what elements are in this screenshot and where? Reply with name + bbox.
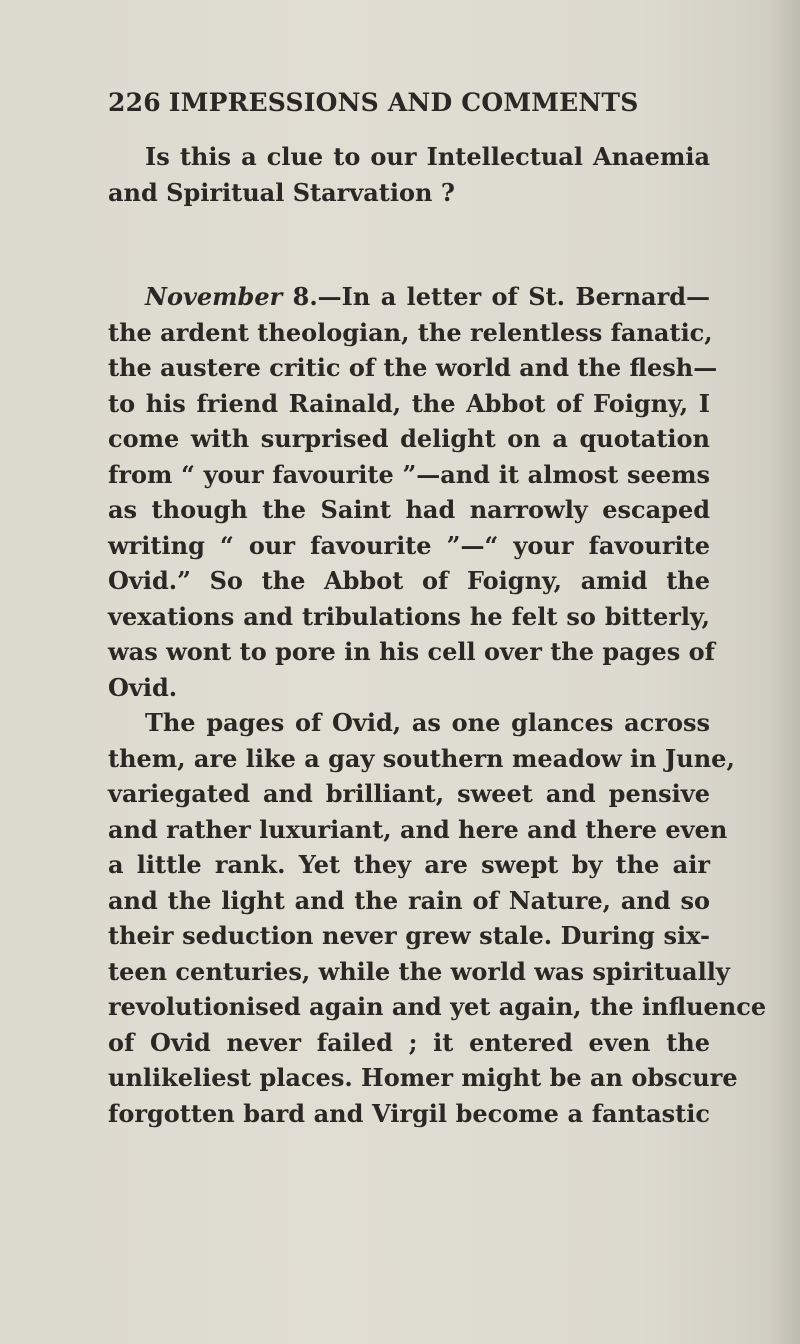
text-line: vexations and tribulations he felt so bitterly,	[108, 601, 710, 631]
text-line: and the light and the rain of Nature, and so	[108, 885, 710, 915]
page-number: 226	[108, 88, 161, 117]
text-line: teen centuries, while the world was spiritually	[108, 956, 730, 986]
diary-entry	[108, 279, 767, 1131]
text-line: come with surprised delight on a quotation	[108, 424, 710, 453]
entry-first-line	[108, 279, 710, 315]
text-line: Ovid.	[108, 672, 178, 702]
text-line: revolutionised again and yet again, the influence	[108, 992, 767, 1021]
text-line: unlikeliest places. Homer might be an obscure	[108, 1063, 738, 1092]
text-line: The pages of Ovid, as one glances across	[145, 708, 710, 737]
text-line: from “ your favourite ”—and it almost seems	[108, 459, 710, 489]
text-line: was wont to pore in his cell over the pages of	[108, 637, 715, 666]
text-line: a little rank. Yet they are swept by the air	[108, 850, 710, 879]
text-line: and Spiritual Starvation ?	[108, 177, 455, 207]
text-line: writing “ our favourite ”—“ your favourite	[108, 530, 710, 560]
text-line: the ardent theologian, the relentless fanatic,	[108, 317, 713, 347]
entry-first-line-text: 8.—In a letter of St. Bernard—	[282, 282, 710, 311]
text-line: variegated and brilliant, sweet and pensive	[108, 779, 710, 808]
text-line: Is this a clue to our Intellectual Anaemia	[145, 142, 710, 171]
running-header	[108, 88, 638, 117]
text-line: of Ovid never failed ; it entered even the	[108, 1027, 710, 1057]
intro-paragraph	[108, 139, 710, 210]
text-line: the austere critic of the world and the flesh—	[108, 353, 718, 382]
text-line: and rather luxuriant, and here and there even	[108, 814, 728, 844]
text-line: to his friend Rainald, the Abbot of Foigny, I	[108, 388, 710, 418]
text-line: their seduction never grew stale. During six-	[108, 921, 710, 950]
text-line: forgotten bard and Virgil become a fantastic	[108, 1098, 710, 1128]
running-title: IMPRESSIONS AND COMMENTS	[168, 88, 639, 117]
text-line: Ovid.” So the Abbot of Foigny, amid the	[108, 566, 710, 595]
entry-date: November	[145, 282, 283, 311]
text-line: them, are like a gay southern meadow in June,	[108, 743, 735, 773]
text-line: as though the Saint had narrowly escaped	[108, 495, 710, 524]
